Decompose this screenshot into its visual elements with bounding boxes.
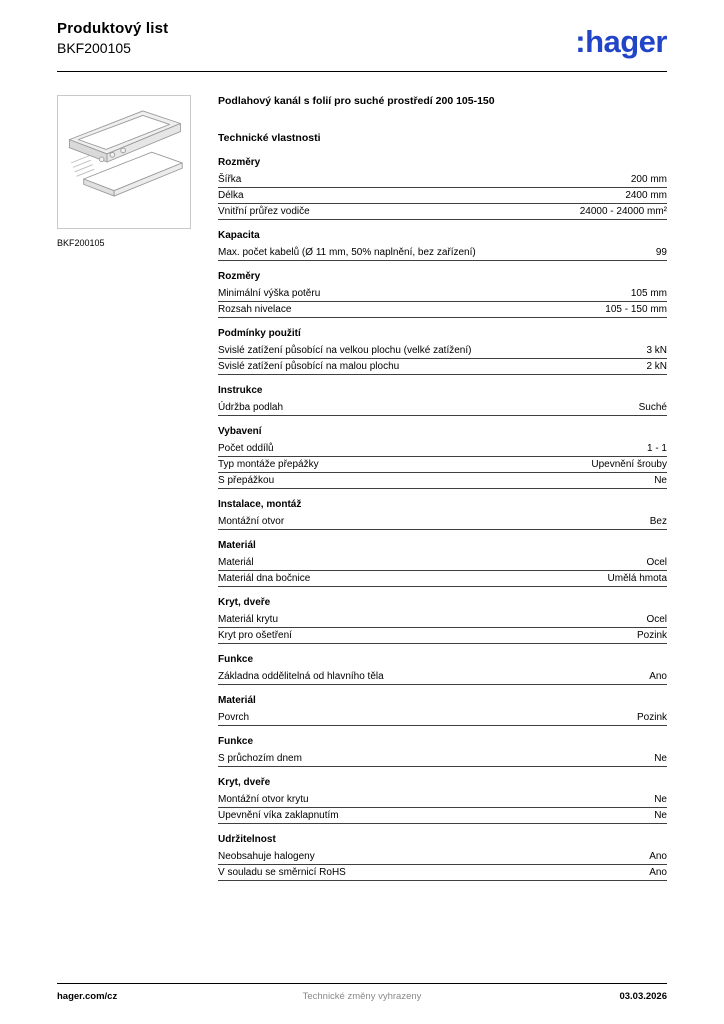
spec-section-title: Vybavení	[218, 426, 262, 437]
spec-row	[218, 359, 667, 375]
spec-row	[218, 865, 667, 881]
spec-row	[218, 669, 667, 685]
spec-value: 3 kN	[646, 345, 667, 356]
footer-notice: Technické změny vyhrazeny	[302, 991, 422, 1002]
spec-value: Suché	[638, 402, 667, 413]
footer-date: 03.03.2026	[619, 991, 667, 1002]
spec-label: Svislé zatížení působící na velkou plochu (velké zatížení)	[218, 345, 472, 356]
spec-section-title: Kryt, dveře	[218, 597, 271, 608]
product-code: BKF200105	[57, 40, 131, 56]
spec-row	[218, 286, 667, 302]
spec-row	[218, 302, 667, 318]
spec-section	[218, 644, 667, 685]
product-name: Podlahový kanál s folií pro suché prostředí 200 105-150	[218, 95, 495, 107]
spec-row	[218, 628, 667, 644]
spec-section	[218, 726, 667, 767]
spec-section	[218, 318, 667, 375]
spec-value: Ne	[654, 475, 667, 486]
spec-section	[218, 530, 667, 587]
header-divider	[57, 71, 667, 72]
spec-label: Typ montáže přepážky	[218, 459, 319, 470]
spec-label: S průchozím dnem	[218, 753, 302, 764]
footer-website: hager.com/cz	[57, 991, 118, 1002]
spec-value: Ano	[649, 851, 667, 862]
spec-section-title: Kryt, dveře	[218, 777, 271, 788]
spec-row	[218, 849, 667, 865]
spec-section	[218, 824, 667, 881]
spec-section-title: Rozměry	[218, 271, 261, 282]
spec-section-title: Rozměry	[218, 157, 261, 168]
spec-row	[218, 204, 667, 220]
spec-label: S přepážkou	[218, 475, 275, 486]
spec-label: Délka	[218, 190, 244, 201]
spec-section-title: Kapacita	[218, 230, 260, 241]
spec-value: Ano	[649, 671, 667, 682]
spec-label: Materiál krytu	[218, 614, 279, 625]
spec-section	[218, 261, 667, 318]
spec-section	[218, 489, 667, 530]
spec-value: Ano	[649, 867, 667, 878]
spec-value: Bez	[649, 516, 667, 527]
spec-section	[218, 375, 667, 416]
spec-section	[218, 587, 667, 644]
spec-label: Montážní otvor krytu	[218, 794, 309, 805]
spec-label: Montážní otvor	[218, 516, 285, 527]
spec-row	[218, 188, 667, 204]
spec-row	[218, 808, 667, 824]
spec-section-title: Funkce	[218, 654, 254, 665]
spec-row	[218, 571, 667, 587]
spec-section-title: Podmínky použití	[218, 328, 301, 339]
spec-value: Ne	[654, 810, 667, 821]
technical-properties-title: Technické vlastnosti	[218, 132, 321, 144]
spec-value: 105 mm	[630, 288, 667, 299]
spec-value: Upevnění šrouby	[591, 459, 667, 470]
spec-row	[218, 514, 667, 530]
spec-label: Upevnění víka zaklapnutím	[218, 810, 339, 821]
spec-label: Materiál	[218, 557, 254, 568]
spec-label: Svislé zatížení působící na malou plochu	[218, 361, 400, 372]
spec-row	[218, 457, 667, 473]
product-image-frame	[57, 95, 191, 229]
spec-row	[218, 612, 667, 628]
spec-row	[218, 343, 667, 359]
floor-duct-drawing-icon	[64, 103, 184, 221]
spec-section	[218, 147, 667, 220]
spec-row	[218, 751, 667, 767]
spec-row	[218, 441, 667, 457]
spec-value: Ne	[654, 794, 667, 805]
spec-value: 2 kN	[646, 361, 667, 372]
spec-section-title: Instalace, montáž	[218, 499, 302, 510]
spec-value: Ocel	[646, 614, 667, 625]
spec-section-title: Udržitelnost	[218, 834, 276, 845]
spec-section-title: Materiál	[218, 540, 256, 551]
spec-row	[218, 473, 667, 489]
spec-row	[218, 172, 667, 188]
product-image-caption: BKF200105	[57, 238, 105, 248]
spec-row	[218, 400, 667, 416]
spec-row	[218, 792, 667, 808]
product-image-column	[57, 95, 193, 248]
spec-value: Pozink	[636, 630, 667, 641]
document-title: Produktový list	[57, 20, 169, 37]
spec-value: 200 mm	[630, 174, 667, 185]
spec-section	[218, 220, 667, 261]
spec-label: Základna oddělitelná od hlavního těla	[218, 671, 384, 682]
spec-section	[218, 767, 667, 824]
spec-label: Materiál dna bočnice	[218, 573, 311, 584]
spec-label: Počet oddílů	[218, 443, 274, 454]
spec-value: Pozink	[636, 712, 667, 723]
spec-value: Umělá hmota	[607, 573, 667, 584]
spec-label: Údržba podlah	[218, 402, 284, 413]
spec-section-title: Instrukce	[218, 385, 263, 396]
hager-logo: :hager	[575, 24, 667, 59]
spec-label: Rozsah nivelace	[218, 304, 292, 315]
spec-label: V souladu se směrnicí RoHS	[218, 867, 346, 878]
spec-row	[218, 245, 667, 261]
spec-content	[218, 95, 667, 881]
spec-label: Vnitřní průřez vodiče	[218, 206, 310, 217]
spec-section	[218, 685, 667, 726]
spec-value: 2400 mm	[625, 190, 667, 201]
spec-value: 105 - 150 mm	[605, 304, 667, 315]
spec-value: Ne	[654, 753, 667, 764]
spec-row	[218, 555, 667, 571]
spec-label: Povrch	[218, 712, 250, 723]
spec-value: 99	[655, 247, 667, 258]
spec-section	[218, 416, 667, 489]
footer	[57, 983, 667, 1002]
spec-label: Minimální výška potěru	[218, 288, 321, 299]
spec-value: Ocel	[646, 557, 667, 568]
header	[57, 20, 667, 70]
spec-label: Kryt pro ošetření	[218, 630, 292, 641]
spec-value: 24000 - 24000 mm²	[579, 206, 667, 217]
spec-section-title: Funkce	[218, 736, 254, 747]
spec-sections	[218, 147, 667, 881]
spec-label: Neobsahuje halogeny	[218, 851, 315, 862]
spec-label: Šířka	[218, 174, 242, 185]
spec-value: 1 - 1	[646, 443, 667, 454]
spec-section-title: Materiál	[218, 695, 256, 706]
spec-row	[218, 710, 667, 726]
spec-label: Max. počet kabelů (Ø 11 mm, 50% naplnění, bez zařízení)	[218, 247, 476, 258]
